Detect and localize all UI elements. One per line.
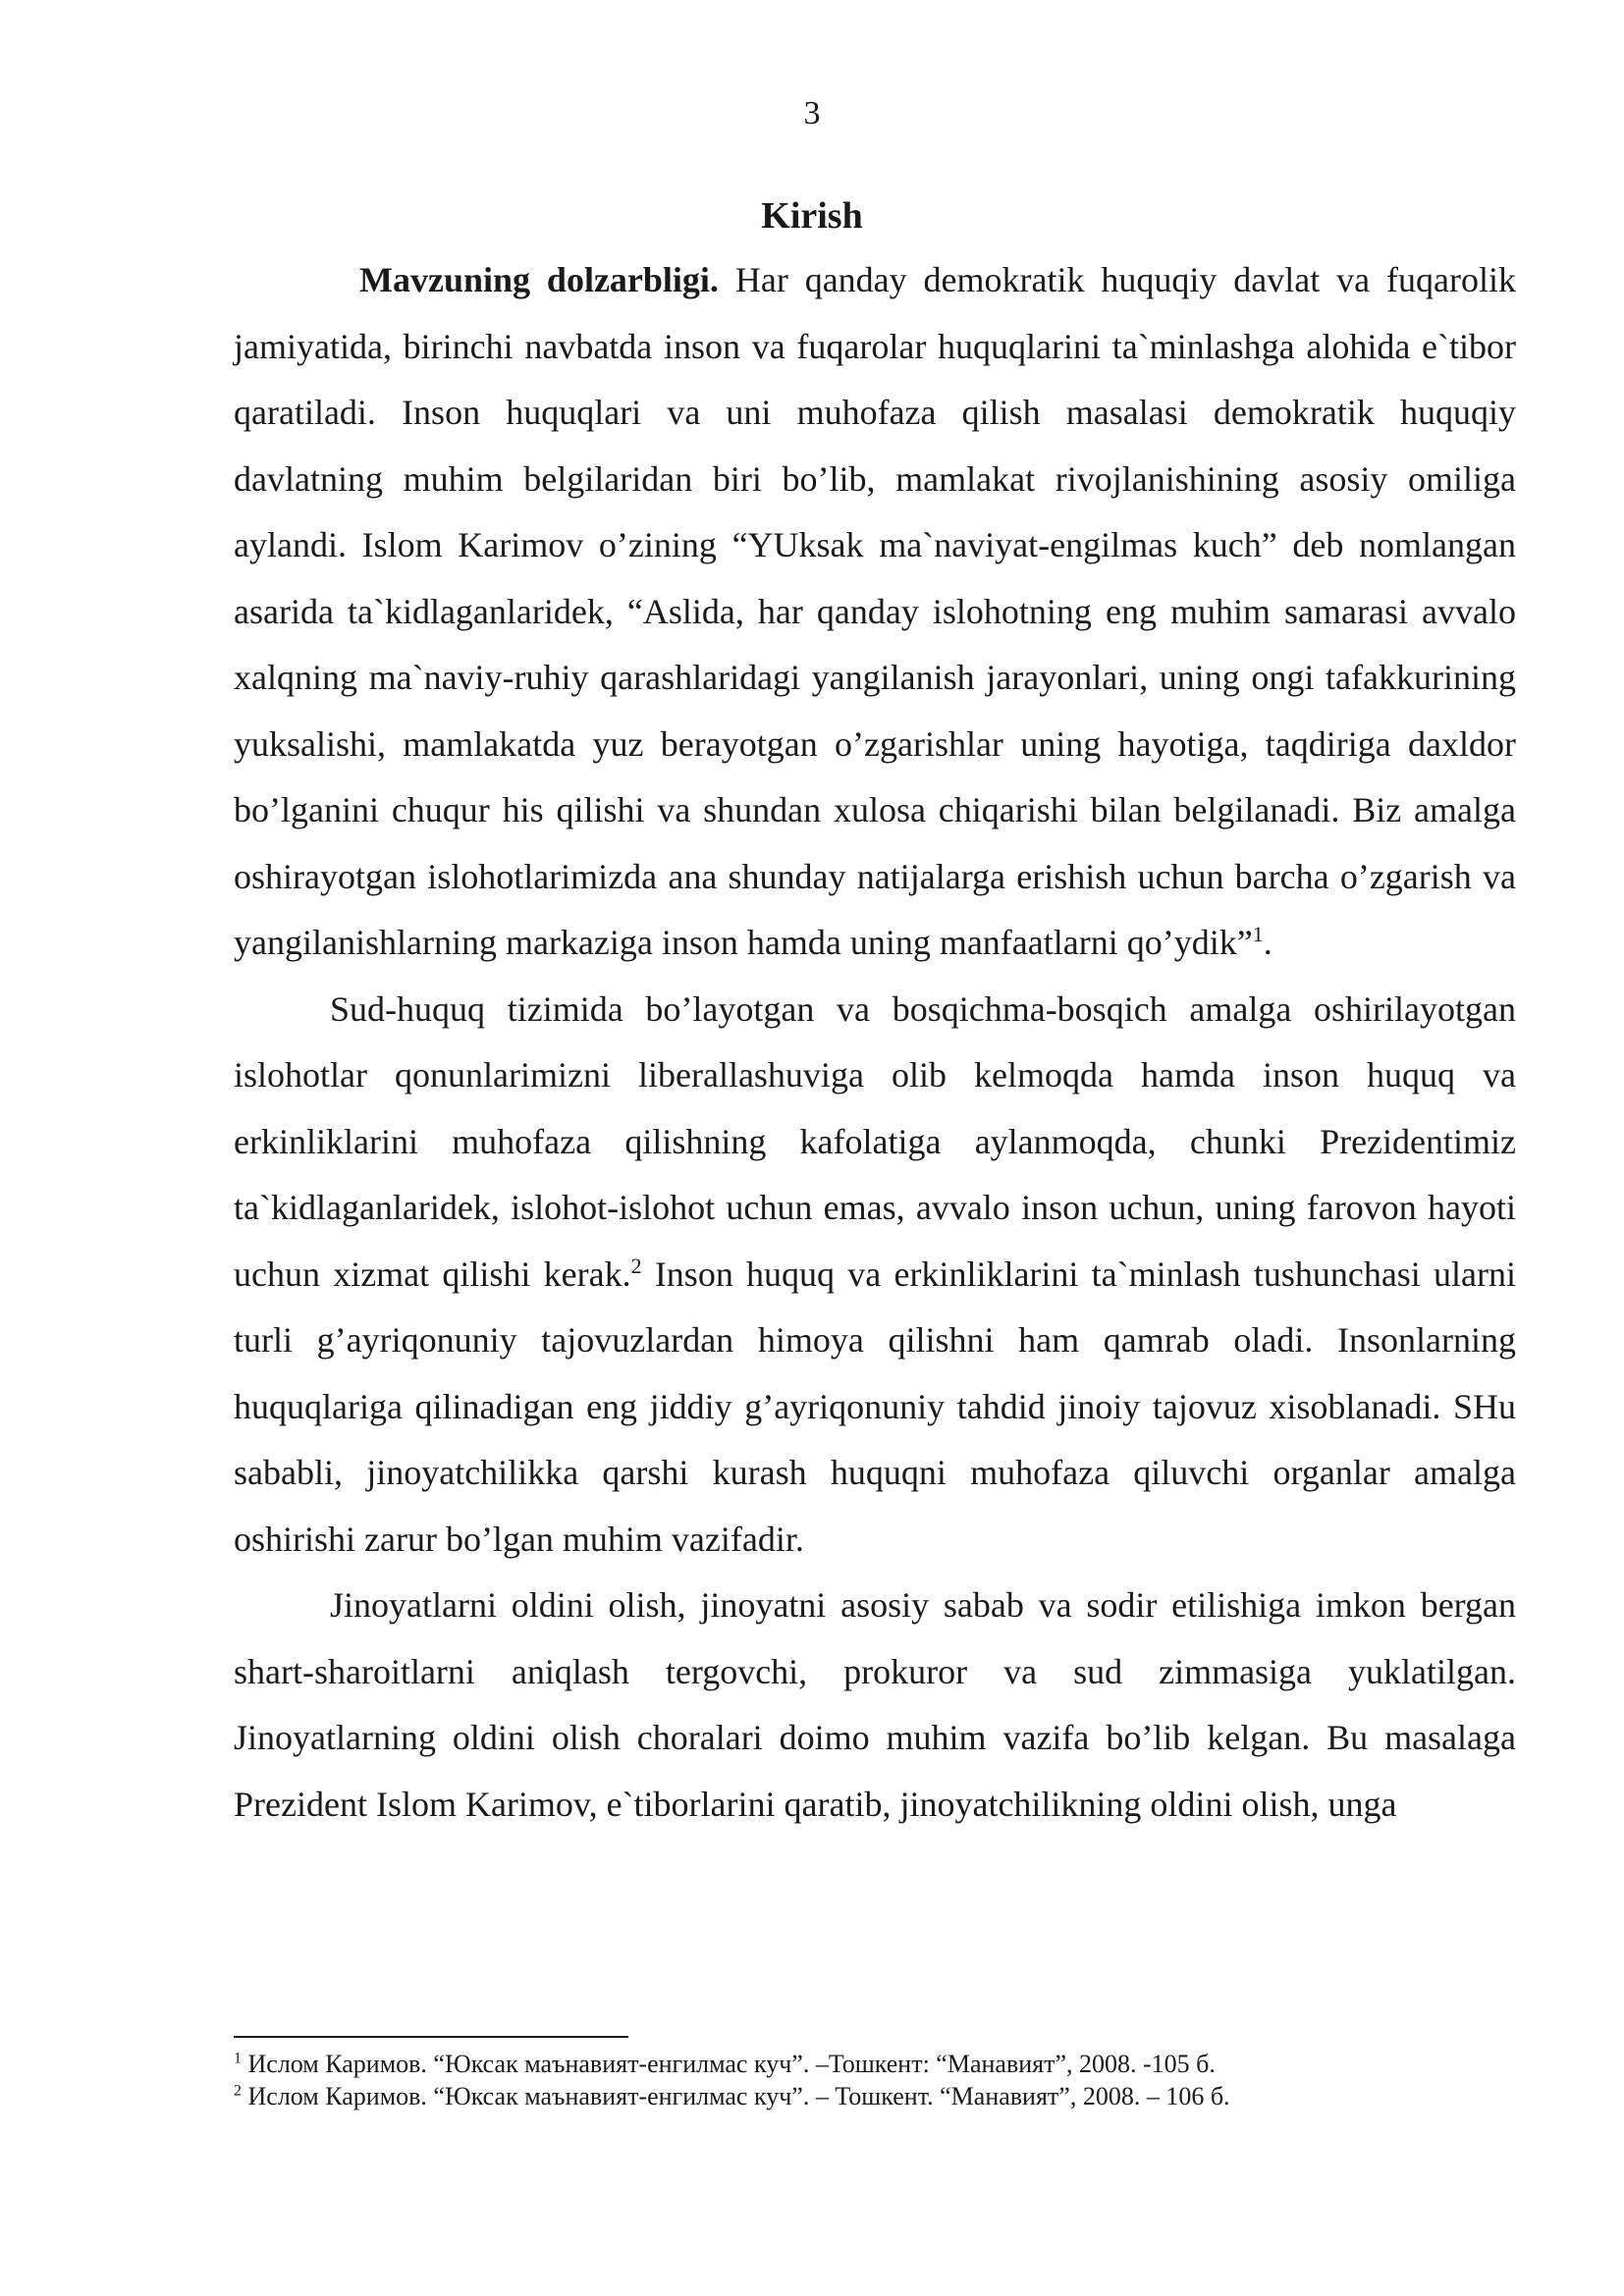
footnote-separator: [234, 2036, 628, 2038]
footnote-mark: 1: [234, 2050, 242, 2067]
footnote-text: Ислом Каримов. “Юксак маънавият-енгилмас куч”. –Тошкент: “Манавият”, 2008. -105 б.: [242, 2050, 1216, 2078]
paragraph-text: Har qanday demokratik huquqiy davlat va fuqarolik jamiyatida, birinchi navbatda inson va fuqarolar huquqlarini ta`minlashga alohida e`tibor qaratiladi. Inson huquqlari va uni muhofaza qilish masalasi demokratik huquqiy davlatning muhim belgilaridan biri bo’lib, mamlakat rivojlanishining asosiy omiliga aylandi. Islom Karimov o’zining “YUksak ma`naviyat-engilmas kuch” deb nomlangan asarida ta`kidlaganlaridek, “Aslida, har qanday islohotning eng muhim samarasi avvalo xalqning ma`naviy-ruhiy qarashlaridagi yangilanish jarayonlari, uning ongi tafakkurining yuksalishi, mamlakatda yuz berayotgan o’zgarishlar uning hayotiga, taqdiriga daxldor bo’lganini chuqur his qilishi va shundan xulosa chiqarishi bilan belgilanadi. Biz amalga oshirayotgan islohotlarimizda ana shunday natijalarga erishish uchun barcha o’zgarish va yangilanishlarning markaziga inson hamda uning manfaatlarni qo’ydik”: [234, 260, 1516, 962]
paragraph-text: Sud-huquq tizimida bo’layotgan va bosqichma-bosqich amalga oshirilayotgan islohotlar qonunlarimizni liberallashuviga olib kelmoqda hamda inson huquq va erkinliklarini muhofaza qilishning kafolatiga aylanmoqda, chunki Prezidentimiz ta`kidlaganlaridek, islohot-islohot uchun emas, avvalo inson uchun, uning farovon hayoti uchun xizmat qilishi kerak.: [234, 988, 1516, 1294]
footnotes: [234, 2048, 1516, 2112]
paragraph-1: [234, 247, 1516, 977]
paragraph-3: [234, 1573, 1516, 1838]
footnote-2: [234, 2080, 1516, 2112]
paragraph-text: Jinoyatlarni oldini olish, jinoyatni asosiy sabab va sodir etilishiga imkon bergan shart-sharoitlarni aniqlash tergovchi, prokuror va sud zimmasiga yuklatilgan. Jinoyatlarning oldini olish choralari doimo muhim vazifa bo’lib kelgan. Bu masalaga Prezident Islom Karimov, e`tiborlarini qaratib, jinoyatchilikning oldini olish, unga: [234, 1585, 1516, 1824]
section-heading: Kirish: [761, 195, 863, 237]
footnote-ref-2[interactable]: 2: [630, 1253, 642, 1278]
footnote-1: [234, 2048, 1516, 2080]
paragraph-text-end: Inson huquq va erkinliklarini ta`minlash tushunchasi ularni turli g’ayriqonuniy tajovuzlardan himoya qilishni ham qamrab oladi. Insonlarning huquqlariga qilinadigan eng jiddiy g’ayriqonuniy tahdid jinoiy tajovuz xisoblanadi. SHu sababli, jinoyatchilikka qarshi kurash huquqni muhofaza qiluvchi organlar amalga oshirishi zarur bo’lgan muhim vazifadir.: [234, 1254, 1517, 1559]
body-text: [234, 247, 1516, 1838]
paragraph-text-end: .: [1263, 923, 1272, 962]
page-number: 3: [803, 95, 821, 132]
footnote-text: Ислом Каримов. “Юксак маънавият-енгилмас куч”. – Тошкент. “Манавият”, 2008. – 106 б.: [242, 2082, 1230, 2110]
paragraph-2: [234, 977, 1516, 1574]
footnote-mark: 2: [234, 2082, 242, 2100]
footnote-ref-1[interactable]: 1: [1252, 922, 1264, 946]
paragraph-lead: Mavzuning dolzarbligi.: [359, 260, 719, 299]
